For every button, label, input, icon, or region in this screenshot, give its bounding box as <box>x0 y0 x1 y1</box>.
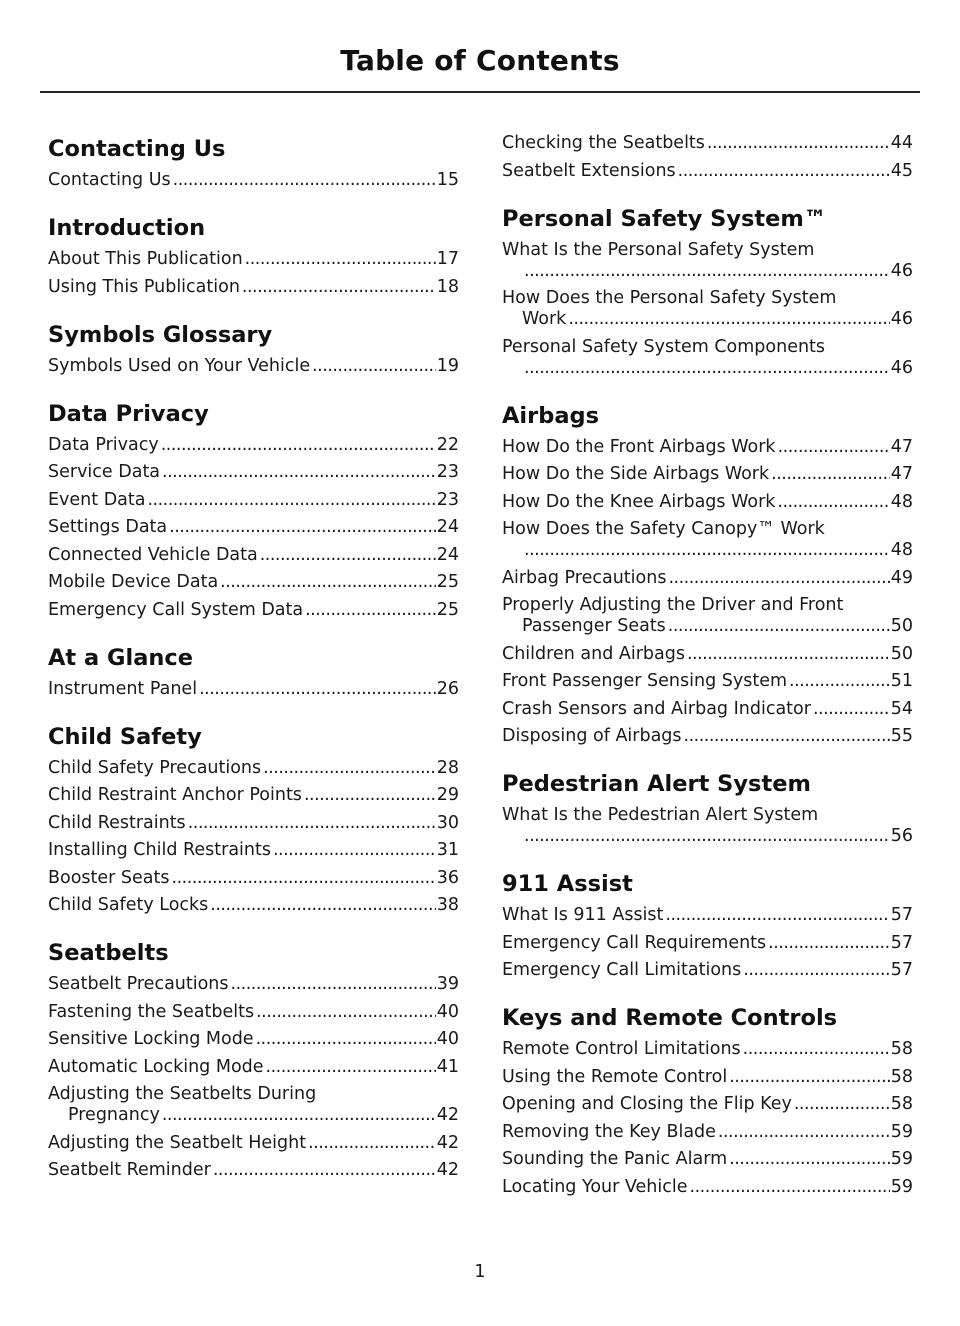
toc-entry-label: Event Data <box>48 489 146 510</box>
toc-entry-page: 46 <box>890 357 913 378</box>
toc-entry-label: Opening and Closing the Flip Key <box>502 1094 792 1114</box>
toc-entry-page: 22 <box>436 434 459 455</box>
toc-entry-line <box>502 161 913 182</box>
dot-leader <box>729 1149 890 1170</box>
toc-entry[interactable] <box>48 600 459 621</box>
toc-entry-label: Locating Your Vehicle <box>502 1176 688 1197</box>
toc-entry-page: 36 <box>436 867 459 888</box>
dot-leader <box>266 1057 436 1078</box>
toc-entry-label: Removing the Key Blade <box>502 1121 716 1142</box>
dot-leader <box>794 1094 890 1115</box>
toc-entry-label: Settings Data <box>48 517 168 537</box>
toc-entry-label: Booster Seats <box>48 867 170 888</box>
toc-entry-line <box>48 1160 459 1181</box>
toc-entry[interactable] <box>502 288 913 330</box>
toc-entry[interactable] <box>502 240 913 282</box>
dot-leader <box>789 671 890 692</box>
toc-entry[interactable] <box>502 568 913 589</box>
dot-leader <box>690 1177 890 1198</box>
toc-section-airbags <box>502 401 913 748</box>
toc-entry-page: 26 <box>436 678 459 699</box>
dot-leader <box>668 568 889 589</box>
toc-entry[interactable] <box>48 435 459 456</box>
toc-entry-label: Fastening the Seatbelts <box>48 1001 255 1022</box>
toc-entry[interactable] <box>48 813 459 834</box>
toc-entry-page: 58 <box>890 1039 913 1059</box>
toc-entry-page: 40 <box>436 1029 459 1049</box>
toc-entry-label: Passenger Seats <box>522 616 666 636</box>
toc-entry-label: Seatbelt Precautions <box>48 974 229 994</box>
toc-entry-label: Sounding the Panic Alarm <box>502 1149 728 1169</box>
dot-leader <box>260 545 436 566</box>
toc-entry-page: 24 <box>436 517 459 537</box>
toc-entry[interactable] <box>48 1084 459 1126</box>
toc-entry-line <box>48 356 459 377</box>
toc-entry-line <box>48 490 459 511</box>
toc-entry[interactable] <box>502 1149 913 1170</box>
toc-entry-line <box>502 437 913 458</box>
dot-leader <box>524 540 890 561</box>
toc-entry-line <box>48 895 459 916</box>
toc-entry-line <box>48 277 459 298</box>
dot-leader <box>162 1105 436 1126</box>
section-heading: Symbols Glossary <box>48 321 273 348</box>
toc-entry-label: Child Safety Locks <box>48 895 209 915</box>
dot-leader <box>777 492 889 513</box>
toc-entry-line <box>48 1133 459 1154</box>
toc-entry-line <box>502 1177 913 1198</box>
toc-entry[interactable] <box>502 1177 913 1198</box>
toc-entry-label: Sensitive Locking Mode <box>48 1029 254 1049</box>
toc-entry-page: 49 <box>890 567 913 588</box>
toc-entry[interactable] <box>502 805 913 847</box>
toc-entry-line <box>502 699 913 720</box>
toc-entry-label: Airbag Precautions <box>502 567 667 588</box>
toc-entry-line <box>48 170 459 191</box>
toc-entry-page: 59 <box>890 1176 913 1197</box>
toc-entry-page: 58 <box>890 1066 913 1087</box>
dot-leader <box>199 679 436 700</box>
toc-entry-label: How Does the Safety Canopy™ Work <box>502 519 825 539</box>
section-heading: At a Glance <box>48 644 193 671</box>
toc-entry[interactable] <box>48 572 459 593</box>
toc-entry-line <box>502 1039 913 1060</box>
toc-entry-line <box>48 679 459 700</box>
toc-entry-page: 57 <box>890 905 913 925</box>
toc-entry[interactable] <box>502 519 913 561</box>
dot-leader <box>665 905 889 926</box>
toc-entry[interactable] <box>502 161 913 182</box>
toc-entry-line <box>502 960 913 981</box>
toc-entry[interactable] <box>48 277 459 298</box>
toc-entry-label: Crash Sensors and Airbag Indicator <box>502 698 811 719</box>
toc-entry-page: 46 <box>890 309 913 329</box>
toc-section-contacting-us <box>48 134 459 191</box>
section-heading: Airbags <box>502 402 600 429</box>
dot-leader <box>242 277 436 298</box>
toc-entry-label: Symbols Used on Your Vehicle <box>48 355 311 376</box>
toc-entry-label: Checking the Seatbelts <box>502 133 705 153</box>
section-heading: Keys and Remote Controls <box>502 1005 838 1031</box>
toc-entry-page: 19 <box>436 355 459 376</box>
toc-entry[interactable] <box>502 1039 913 1060</box>
dot-leader <box>263 758 436 779</box>
toc-section-keys-and-remote-controls <box>502 1003 913 1198</box>
toc-entry-page: 50 <box>890 616 913 636</box>
toc-entry-page: 15 <box>436 170 459 190</box>
toc-entry-page: 40 <box>436 1001 459 1022</box>
toc-entry-label: Emergency Call Limitations <box>502 960 742 980</box>
toc-entry-page: 30 <box>436 812 459 833</box>
toc-entry-page: 50 <box>890 643 913 664</box>
toc-entry-line <box>502 568 913 589</box>
dot-leader <box>684 726 890 747</box>
toc-entry-line <box>502 1067 913 1088</box>
toc-section-911-assist <box>502 869 913 981</box>
dot-leader <box>771 464 890 485</box>
toc-entry[interactable] <box>502 671 913 692</box>
section-heading: Contacting Us <box>48 136 226 162</box>
toc-entry[interactable] <box>502 699 913 720</box>
dot-leader <box>305 600 436 621</box>
toc-entry-line <box>48 572 459 593</box>
toc-entry-line <box>48 785 459 806</box>
toc-entry-page: 58 <box>890 1094 913 1114</box>
toc-entry-page: 25 <box>436 572 459 592</box>
dot-leader <box>304 785 436 806</box>
toc-entry-line <box>48 600 459 621</box>
dot-leader <box>707 133 890 154</box>
toc-entry-label: What Is the Personal Safety System <box>502 239 815 260</box>
page-title: Table of Contents <box>340 44 620 77</box>
toc-entry-label: Front Passenger Sensing System <box>502 671 788 691</box>
toc-entry-line <box>502 540 913 561</box>
toc-entry-label: Service Data <box>48 462 161 482</box>
toc-entry-line <box>48 1029 459 1050</box>
dot-leader <box>172 868 436 889</box>
toc-entry-label: How Does the Personal Safety System <box>502 288 837 308</box>
toc-entry-page: 17 <box>436 249 459 269</box>
dot-leader <box>312 356 436 377</box>
toc-entry[interactable] <box>48 679 459 700</box>
toc-entry-label: Installing Child Restraints <box>48 840 271 860</box>
toc-entry-label: Using the Remote Control <box>502 1066 728 1087</box>
section-heading: Introduction <box>48 215 206 241</box>
toc-section-pedestrian-alert-system <box>502 769 913 847</box>
toc-entry[interactable] <box>48 895 459 916</box>
toc-entry[interactable] <box>48 758 459 779</box>
dot-leader <box>169 517 436 538</box>
toc-entry-label: What Is 911 Assist <box>502 905 664 925</box>
dot-leader <box>524 826 890 847</box>
dot-leader <box>161 435 436 456</box>
dot-leader <box>231 974 436 995</box>
toc-entry-page: 42 <box>436 1105 459 1125</box>
dot-leader <box>687 644 890 665</box>
toc-entry-line <box>48 813 459 834</box>
section-heading: Personal Safety System™ <box>502 205 827 232</box>
dot-leader <box>210 895 435 916</box>
dot-leader <box>220 572 436 593</box>
dot-leader <box>213 1160 436 1181</box>
toc-entry-page: 57 <box>890 960 913 980</box>
toc-entry-label: Children and Airbags <box>502 643 685 664</box>
dot-leader <box>188 813 436 834</box>
toc-entry-line <box>502 133 913 154</box>
toc-section-symbols-glossary <box>48 320 459 377</box>
title-divider <box>40 91 920 93</box>
toc-entry-page: 57 <box>890 932 913 953</box>
toc-entry-line <box>48 1002 459 1023</box>
toc-entry[interactable] <box>502 595 913 637</box>
toc-entry-line <box>48 545 459 566</box>
toc-right-column <box>502 134 913 1220</box>
toc-entry[interactable] <box>502 726 913 747</box>
toc-entry-line <box>502 905 913 926</box>
toc-entry[interactable] <box>48 868 459 889</box>
toc-entry-line <box>48 517 459 538</box>
toc-entry-label: Adjusting the Seatbelt Height <box>48 1132 307 1153</box>
toc-entry-page: 23 <box>436 489 459 510</box>
toc-entry-page: 42 <box>436 1160 459 1180</box>
dot-leader <box>173 170 436 191</box>
toc-entry-label: How Do the Side Airbags Work <box>502 464 770 484</box>
toc-left-column <box>48 134 459 1203</box>
toc-entry-page: 47 <box>890 436 913 457</box>
dot-leader <box>273 840 436 861</box>
dot-leader <box>524 261 890 282</box>
toc-entry-line <box>48 249 459 270</box>
toc-entry-line <box>502 261 913 282</box>
dot-leader <box>743 1039 890 1060</box>
toc-entry[interactable] <box>502 644 913 665</box>
toc-entry[interactable] <box>48 517 459 538</box>
toc-entry-line <box>502 671 913 692</box>
toc-entry-page: 47 <box>890 464 913 484</box>
toc-entry-label: Emergency Call Requirements <box>502 932 767 953</box>
toc-entry-page: 24 <box>436 544 459 565</box>
section-heading: Seatbelts <box>48 940 169 966</box>
toc-entry[interactable] <box>48 785 459 806</box>
toc-entry-label: Mobile Device Data <box>48 572 219 592</box>
toc-entry-label: How Do the Knee Airbags Work <box>502 491 776 512</box>
toc-entry-page: 25 <box>436 599 459 620</box>
dot-leader <box>256 1002 436 1023</box>
toc-entry-line <box>502 644 913 665</box>
toc-entry[interactable] <box>502 437 913 458</box>
toc-entry-label: Personal Safety System Components <box>502 336 826 357</box>
toc-entry[interactable] <box>48 1029 459 1050</box>
toc-entry-label: Emergency Call System Data <box>48 599 304 620</box>
toc-entry-line <box>48 974 459 995</box>
toc-entry-page: 59 <box>890 1121 913 1142</box>
toc-entry-page: 29 <box>436 785 459 805</box>
toc-entry[interactable] <box>48 840 459 861</box>
toc-entry-line <box>48 758 459 779</box>
toc-section-personal-safety-system <box>502 204 913 379</box>
toc-entry-line <box>502 1122 913 1143</box>
toc-entry-line <box>48 462 459 483</box>
toc-entry-line <box>48 868 459 889</box>
toc-section-at-a-glance <box>48 643 459 700</box>
toc-entry-line <box>48 435 459 456</box>
toc-entry-label: Pregnancy <box>68 1105 160 1125</box>
toc-entry[interactable] <box>48 1057 459 1078</box>
toc-entry-page: 55 <box>890 726 913 746</box>
dot-leader <box>778 437 890 458</box>
toc-entry[interactable] <box>502 1067 913 1088</box>
toc-entry-line <box>502 309 913 330</box>
toc-entry[interactable] <box>48 356 459 377</box>
toc-entry-page: 39 <box>436 974 459 994</box>
toc-entry[interactable] <box>502 133 913 154</box>
toc-entry-label: Adjusting the Seatbelts During <box>48 1084 317 1104</box>
toc-entry-line <box>502 464 913 485</box>
dot-leader <box>729 1067 890 1088</box>
toc-entry-label: Child Restraints <box>48 812 186 833</box>
toc-entry-page: 51 <box>890 671 913 691</box>
toc-entry[interactable] <box>502 464 913 485</box>
toc-entry[interactable] <box>48 170 459 191</box>
toc-entry-page: 38 <box>436 895 459 915</box>
dot-leader <box>524 358 890 379</box>
toc-entry-page: 54 <box>890 698 913 719</box>
toc-entry-page: 44 <box>890 133 913 153</box>
toc-entry-label: Work <box>522 309 567 329</box>
toc-entry-label: Contacting Us <box>48 170 171 190</box>
toc-entry[interactable] <box>502 933 913 954</box>
dot-leader <box>743 960 889 981</box>
toc-entry-line <box>502 933 913 954</box>
toc-entry-page: 18 <box>436 276 459 297</box>
toc-entry-line <box>48 840 459 861</box>
toc-section-continued <box>502 133 913 182</box>
toc-entry[interactable] <box>502 492 913 513</box>
toc-entry-page: 56 <box>890 826 913 846</box>
dot-leader <box>813 699 890 720</box>
toc-entry-line <box>502 492 913 513</box>
toc-entry-page: 41 <box>436 1056 459 1077</box>
toc-entry-label: Child Safety Precautions <box>48 757 262 778</box>
dot-leader <box>678 161 890 182</box>
toc-entry[interactable] <box>48 462 459 483</box>
toc-entry-page: 45 <box>890 160 913 181</box>
toc-entry-label: Data Privacy <box>48 434 159 455</box>
toc-entry-page: 31 <box>436 840 459 860</box>
toc-entry-label: How Do the Front Airbags Work <box>502 436 776 457</box>
toc-entry-line <box>502 726 913 747</box>
toc-section-seatbelts <box>48 938 459 1181</box>
toc-entry-page: 59 <box>890 1149 913 1169</box>
toc-entry-label: Instrument Panel <box>48 678 198 699</box>
dot-leader <box>718 1122 890 1143</box>
toc-entry[interactable] <box>502 1094 913 1115</box>
toc-entry[interactable] <box>48 1002 459 1023</box>
toc-entry-page: 48 <box>890 540 913 560</box>
toc-entry-line <box>48 1105 459 1126</box>
toc-entry-label: About This Publication <box>48 249 243 269</box>
toc-entry-label: Properly Adjusting the Driver and Front <box>502 595 844 615</box>
toc-entry[interactable] <box>48 974 459 995</box>
toc-entry[interactable] <box>502 337 913 379</box>
dot-leader <box>568 309 889 330</box>
toc-entry-line <box>502 1149 913 1170</box>
toc-entry-label: Using This Publication <box>48 276 240 297</box>
toc-entry-label: What Is the Pedestrian Alert System <box>502 805 819 825</box>
toc-section-introduction <box>48 213 459 298</box>
toc-entry-line <box>48 1057 459 1078</box>
toc-entry-line <box>502 1094 913 1115</box>
page-number: 1 <box>474 1262 486 1282</box>
dot-leader <box>668 616 890 637</box>
toc-entry[interactable] <box>48 490 459 511</box>
toc-entry[interactable] <box>48 249 459 270</box>
toc-entry-label: Seatbelt Reminder <box>48 1160 211 1180</box>
toc-section-data-privacy <box>48 399 459 621</box>
toc-entry[interactable] <box>48 545 459 566</box>
section-heading: Data Privacy <box>48 400 209 427</box>
section-heading: Pedestrian Alert System <box>502 771 811 797</box>
toc-entry[interactable] <box>502 1122 913 1143</box>
dot-leader <box>245 249 436 270</box>
toc-entry-label: Disposing of Airbags <box>502 726 682 746</box>
toc-entry-label: Connected Vehicle Data <box>48 544 258 565</box>
toc-entry[interactable] <box>48 1133 459 1154</box>
section-heading: 911 Assist <box>502 871 633 897</box>
toc-entry-label: Child Restraint Anchor Points <box>48 785 302 805</box>
toc-entry[interactable] <box>502 905 913 926</box>
toc-entry-line <box>502 358 913 379</box>
toc-entry-line <box>502 826 913 847</box>
toc-entry-label: Remote Control Limitations <box>502 1039 741 1059</box>
toc-entry-page: 23 <box>436 462 459 482</box>
dot-leader <box>768 933 890 954</box>
toc-entry-page: 46 <box>890 260 913 281</box>
dot-leader <box>308 1133 436 1154</box>
toc-entry-page: 28 <box>436 757 459 778</box>
toc-entry-label: Automatic Locking Mode <box>48 1056 264 1077</box>
toc-entry-line <box>502 616 913 637</box>
toc-entry[interactable] <box>502 960 913 981</box>
dot-leader <box>147 490 435 511</box>
dot-leader <box>256 1029 436 1050</box>
section-heading: Child Safety <box>48 723 202 750</box>
toc-entry-label: Seatbelt Extensions <box>502 160 676 181</box>
toc-section-child-safety <box>48 722 459 917</box>
toc-entry-page: 48 <box>890 491 913 512</box>
dot-leader <box>162 462 436 483</box>
toc-entry[interactable] <box>48 1160 459 1181</box>
toc-entry-page: 42 <box>436 1132 459 1153</box>
